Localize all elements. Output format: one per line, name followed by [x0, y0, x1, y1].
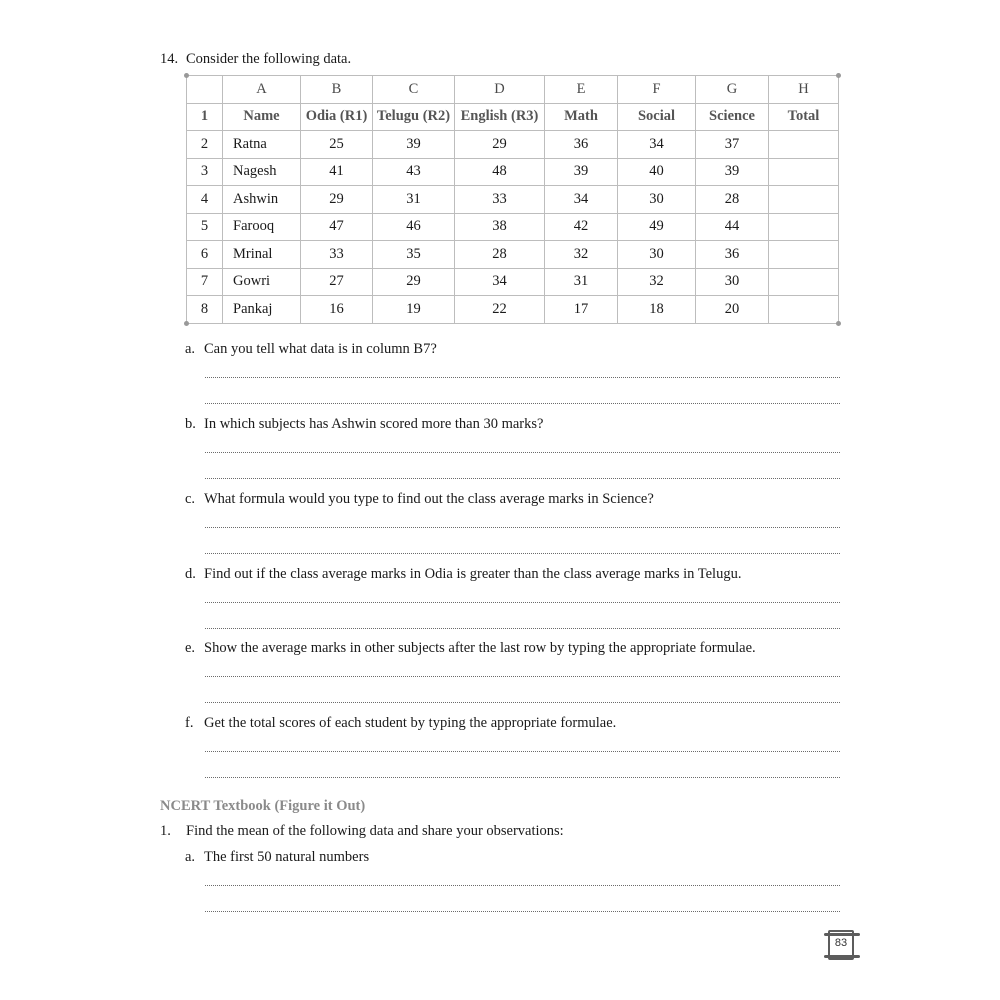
name-cell[interactable]: Pankaj [223, 296, 301, 324]
column-letter[interactable]: C [373, 76, 455, 104]
spreadsheet-table-wrapper [186, 75, 839, 324]
column-letter[interactable]: H [769, 76, 839, 104]
score-cell[interactable]: 33 [455, 186, 545, 214]
score-cell[interactable]: 30 [618, 241, 696, 269]
column-header[interactable]: Social [618, 103, 696, 131]
subquestion-1a [185, 849, 369, 866]
table-row [187, 186, 839, 214]
subquestion-text: Get the total scores of each student by typing the appropriate formulae. [204, 715, 617, 731]
question-1 [160, 823, 564, 840]
score-cell[interactable]: 41 [301, 158, 373, 186]
name-cell[interactable]: Farooq [223, 213, 301, 241]
table-row [187, 268, 839, 296]
row-number[interactable]: 5 [187, 213, 223, 241]
name-cell[interactable]: Nagesh [223, 158, 301, 186]
subquestion-text: Show the average marks in other subjects after the last row by typing the appropriate formulae. [204, 640, 756, 656]
subquestion-letter: f. [185, 715, 194, 731]
score-cell[interactable]: 28 [455, 241, 545, 269]
subquestion-text: Find out if the class average marks in Odia is greater than the class average marks in Telugu. [204, 566, 742, 582]
row-number[interactable]: 8 [187, 296, 223, 324]
table-corner-dot [836, 321, 841, 326]
name-cell[interactable]: Mrinal [223, 241, 301, 269]
subquestion-letter: c. [185, 491, 196, 507]
column-header[interactable]: Math [545, 103, 618, 131]
score-cell[interactable]: 25 [301, 131, 373, 159]
score-cell[interactable]: 37 [696, 131, 769, 159]
column-letters-row [187, 76, 839, 104]
subquestion-a [185, 341, 437, 358]
score-cell[interactable]: 36 [696, 241, 769, 269]
answer-line[interactable] [205, 751, 840, 752]
score-cell[interactable]: 29 [373, 268, 455, 296]
score-cell[interactable]: 19 [373, 296, 455, 324]
table-row [187, 131, 839, 159]
table-row [187, 296, 839, 324]
score-cell[interactable]: 43 [373, 158, 455, 186]
table-corner-dot [184, 73, 189, 78]
page-number-badge [824, 928, 860, 964]
subquestion-letter: e. [185, 640, 196, 656]
score-cell[interactable]: 30 [618, 186, 696, 214]
score-cell[interactable]: 47 [301, 213, 373, 241]
answer-line[interactable] [205, 403, 840, 404]
score-cell[interactable]: 34 [455, 268, 545, 296]
score-cell[interactable]: 39 [545, 158, 618, 186]
question-text: Find the mean of the following data and share your observations: [186, 823, 564, 839]
score-cell[interactable]: 16 [301, 296, 373, 324]
score-cell[interactable]: 28 [696, 186, 769, 214]
answer-line[interactable] [205, 553, 840, 554]
column-letter[interactable]: E [545, 76, 618, 104]
spreadsheet-table [186, 75, 839, 324]
score-cell[interactable]: 33 [301, 241, 373, 269]
column-letter[interactable]: D [455, 76, 545, 104]
answer-line[interactable] [205, 602, 840, 603]
score-cell[interactable]: 27 [301, 268, 373, 296]
score-cell[interactable]: 38 [455, 213, 545, 241]
column-header[interactable]: Total [769, 103, 839, 131]
score-cell[interactable] [769, 213, 839, 241]
score-cell[interactable]: 29 [301, 186, 373, 214]
score-cell[interactable]: 17 [545, 296, 618, 324]
abacus-rod-icon [824, 955, 860, 958]
answer-line[interactable] [205, 452, 840, 453]
column-letter[interactable]: G [696, 76, 769, 104]
column-letter[interactable]: F [618, 76, 696, 104]
abacus-rod-icon [824, 933, 860, 936]
score-cell[interactable]: 32 [545, 241, 618, 269]
row-number[interactable]: 6 [187, 241, 223, 269]
subquestion-text: What formula would you type to find out the class average marks in Science? [204, 491, 654, 507]
score-cell[interactable]: 34 [545, 186, 618, 214]
column-header[interactable]: Odia (R1) [301, 103, 373, 131]
score-cell[interactable]: 39 [696, 158, 769, 186]
score-cell[interactable]: 48 [455, 158, 545, 186]
score-cell[interactable]: 39 [373, 131, 455, 159]
score-cell[interactable]: 44 [696, 213, 769, 241]
score-cell[interactable]: 20 [696, 296, 769, 324]
answer-line[interactable] [205, 702, 840, 703]
row-number[interactable]: 1 [187, 103, 223, 131]
row-number[interactable]: 2 [187, 131, 223, 159]
column-letter[interactable]: A [223, 76, 301, 104]
table-row [187, 213, 839, 241]
subquestion-letter: b. [185, 416, 196, 432]
name-cell[interactable]: Ashwin [223, 186, 301, 214]
row-number[interactable]: 7 [187, 268, 223, 296]
subquestion-text: The first 50 natural numbers [204, 849, 370, 865]
score-cell[interactable]: 30 [696, 268, 769, 296]
score-cell[interactable]: 22 [455, 296, 545, 324]
score-cell[interactable]: 49 [618, 213, 696, 241]
subquestion-d [185, 566, 741, 583]
table-row [187, 158, 839, 186]
answer-line[interactable] [205, 911, 840, 912]
score-cell[interactable]: 46 [373, 213, 455, 241]
header-row [187, 103, 839, 131]
question-14 [160, 51, 351, 68]
answer-line[interactable] [205, 527, 840, 528]
score-cell[interactable]: 32 [618, 268, 696, 296]
score-cell[interactable] [769, 268, 839, 296]
column-header[interactable]: Science [696, 103, 769, 131]
table-row [187, 241, 839, 269]
row-number[interactable]: 4 [187, 186, 223, 214]
page-number: 83 [834, 937, 848, 949]
score-cell[interactable] [769, 296, 839, 324]
answer-line[interactable] [205, 478, 840, 479]
name-cell[interactable]: Gowri [223, 268, 301, 296]
column-header[interactable]: English (R3) [455, 103, 545, 131]
score-cell[interactable]: 35 [373, 241, 455, 269]
subquestion-c [185, 491, 654, 508]
score-cell[interactable]: 40 [618, 158, 696, 186]
answer-line[interactable] [205, 777, 840, 778]
subquestion-letter: d. [185, 566, 196, 582]
score-cell[interactable]: 42 [545, 213, 618, 241]
question-text: Consider the following data. [186, 51, 352, 67]
question-number: 1. [160, 823, 171, 839]
answer-line[interactable] [205, 377, 840, 378]
score-cell[interactable]: 31 [373, 186, 455, 214]
score-cell[interactable]: 36 [545, 131, 618, 159]
question-number: 14. [160, 51, 179, 67]
column-letter[interactable]: B [301, 76, 373, 104]
answer-line[interactable] [205, 628, 840, 629]
column-header[interactable]: Name [223, 103, 301, 131]
score-cell[interactable] [769, 158, 839, 186]
score-cell[interactable]: 31 [545, 268, 618, 296]
score-cell[interactable]: 18 [618, 296, 696, 324]
answer-line[interactable] [205, 676, 840, 677]
table-corner-dot [184, 321, 189, 326]
subquestion-e [185, 640, 756, 657]
subquestion-b [185, 416, 543, 433]
score-cell[interactable] [769, 241, 839, 269]
row-number[interactable]: 3 [187, 158, 223, 186]
answer-line[interactable] [205, 885, 840, 886]
name-cell[interactable]: Ratna [223, 131, 301, 159]
subquestion-letter: a. [185, 341, 196, 357]
subquestion-letter: a. [185, 849, 196, 865]
subquestion-text: Can you tell what data is in column B7? [204, 341, 437, 357]
score-cell[interactable] [769, 131, 839, 159]
column-header[interactable]: Telugu (R2) [373, 103, 455, 131]
section-title: NCERT Textbook (Figure it Out) [160, 798, 366, 814]
score-cell[interactable] [769, 186, 839, 214]
table-corner-dot [836, 73, 841, 78]
subquestion-text: In which subjects has Ashwin scored more than 30 marks? [204, 416, 544, 432]
corner-cell[interactable] [187, 76, 223, 104]
subquestion-f [185, 715, 616, 732]
score-cell[interactable]: 29 [455, 131, 545, 159]
score-cell[interactable]: 34 [618, 131, 696, 159]
